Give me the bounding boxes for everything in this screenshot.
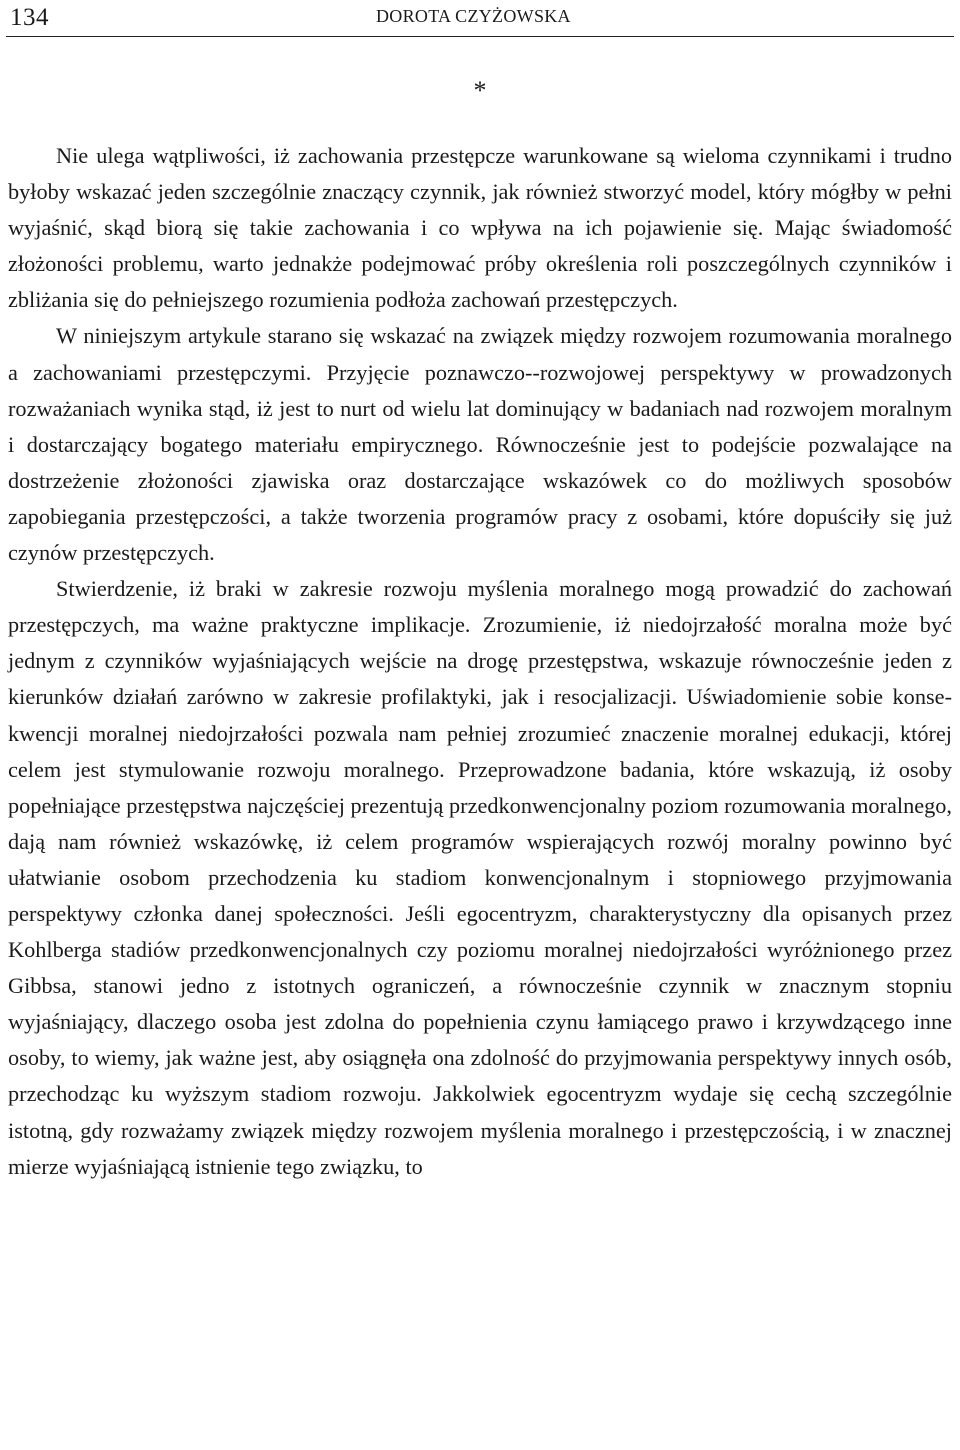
running-header (6, 0, 954, 37)
body-text (8, 138, 952, 1185)
paragraph-3: Stwierdzenie, iż braki w zakresie rozwoju myślenia moralnego mogą prowadzić do zachowań przestępczych, ma ważne praktyczne implikacje. Zrozumienie, iż niedojrzałość moralna może być jednym z czynników wyjaśniających wejście na drogę przestępstwa, wskazuje równocześnie jeden z kierunków działań zarówno w zakresie profilaktyki, jak i resocjalizacji. Uświadomienie sobie konsekwencji moralnej niedojrzałości pozwala nam pełniej zrozumieć znaczenie moralnej edukacji, której celem jest stymulowanie rozwoju moralnego. Przeprowadzone badania, które wskazują, iż osoby popełniające przestępstwa najczęściej prezentują przedkonwencjonalny poziom rozumowania moralnego, dają nam również wskazówkę, iż celem programów wspierających rozwój moralny powinno być ułatwianie osobom przechodzenia ku stadiom konwencjonalnym i stopniowego przyjmowania perspektywy członka danej społeczności. Jeśli egocentryzm, charakterystyczny dla opisanych przez Kohlberga stadiów przedkonwencjonalnych czy poziomu moralnej niedojrzałości wyróżnionego przez Gibbsa, stanowi jedno z istotnych ograniczeń, a równocześnie czynnik w znacznym stopniu wyjaśniający, dlaczego osoba jest zdolna do popełnienia czynu łamiącego prawo i krzywdzącego inne osoby, to wiemy, jak ważne jest, aby osiągnęła ona zdolność do przyjmowania perspektywy innych osób, przechodząc ku wyższym stadiom rozwoju. Jakkolwiek egocentryzm wydaje się cechą szczególnie istotną, gdy rozważamy związek między rozwojem myślenia moralnego i przestępczością, i w znacznej mierze wyjaśniającą istnienie tego związku, to (8, 576, 952, 1179)
section-separator (0, 76, 960, 106)
asterisk-separator: * (473, 76, 487, 105)
paragraph-1: Nie ulega wątpliwości, iż zachowania przestępcze warunkowane są wieloma czynnikami i trudno byłoby wskazać jeden szczególnie znaczący czynnik, jak również stworzyć model, który mógłby w pełni wyjaśnić, skąd biorą się takie zachowania i co wpływa na ich pojawienie się. Mając świadomość złożoności problemu, warto jednakże podejmować próby określenia roli poszczególnych czynników i zbliżania się do pełniejszego rozumienia podłoża zachowań przestępczych. (8, 143, 952, 313)
running-title: DOROTA CZYŻOWSKA (376, 6, 571, 26)
paragraph-2: W niniejszym artykule starano się wskazać na związek między rozwojem rozumowania moralnego a zachowaniami przestępczymi. Przyjęcie poznawczo-​-rozwojowej perspektywy w prowadzonych rozważaniach wynika stąd, iż jest to nurt od wielu lat dominujący w badaniach nad rozwojem moralnym i dostarczający bogatego materiału empirycznego. Równocześnie jest to podejście pozwalające na dostrzeżenie złożoności zjawiska oraz dostarczające wskazówek co do możliwych sposobów zapobiegania przestępczości, a także tworzenia programów pracy z osobami, które dopuściły się już czynów przestępczych. (8, 323, 952, 566)
page-number: 134 (10, 4, 49, 31)
